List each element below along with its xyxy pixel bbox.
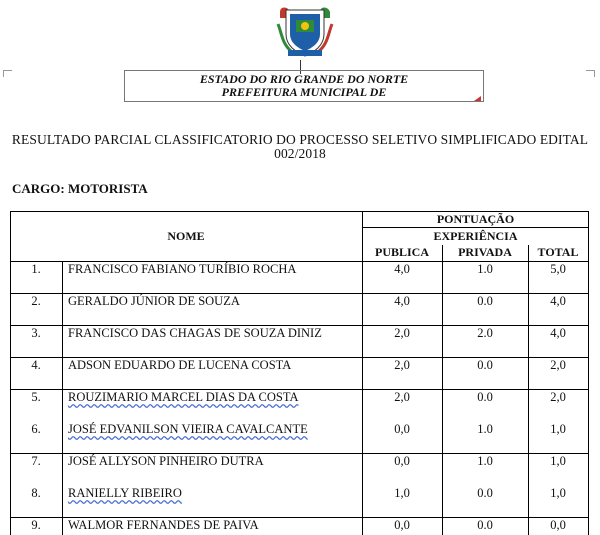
row-name: RANIELLY RIBEIRO	[68, 486, 182, 500]
row-total: 5,0	[550, 262, 566, 276]
row-number: 1.	[31, 262, 41, 276]
header-privada: PRIVADA	[458, 245, 512, 259]
row-publica: 2,0	[394, 358, 410, 372]
row-publica: 0,0	[394, 422, 410, 436]
row-number: 4.	[31, 358, 41, 372]
row-total: 1,0	[550, 486, 566, 500]
row-name: JOSÉ ALLYSON PINHEIRO DUTRA	[68, 454, 264, 468]
row-publica: 0,0	[394, 518, 410, 532]
row-privada: 0.0	[477, 518, 493, 532]
row-privada: 1.0	[477, 454, 493, 468]
row-number: 2.	[31, 294, 41, 308]
row-name: FRANCISCO FABIANO TURÍBIO ROCHA	[68, 262, 297, 276]
header-box	[124, 70, 484, 102]
row-number: 9.	[31, 518, 41, 532]
row-name: GERALDO JÚNIOR DE SOUZA	[68, 294, 240, 308]
red-corner-marker	[474, 96, 481, 101]
row-publica: 2,0	[394, 326, 410, 340]
row-name: ROUZIMARIO MARCEL DIAS DA COSTA	[68, 390, 299, 404]
table-border-right	[588, 211, 589, 535]
row-privada: 2.0	[477, 326, 493, 340]
row-publica: 0,0	[394, 454, 410, 468]
row-privada: 1.0	[477, 262, 493, 276]
row-total: 0,0	[550, 518, 566, 532]
results-table	[10, 211, 590, 535]
row-total: 1,0	[550, 422, 566, 436]
row-privada: 0.0	[477, 294, 493, 308]
header-experiencia: EXPERIÊNCIA	[433, 229, 518, 243]
row-name: JOSÉ EDVANILSON VIEIRA CAVALCANTE	[68, 422, 308, 436]
row-total: 4,0	[550, 294, 566, 308]
row-number: 3.	[31, 326, 41, 340]
row-number: 8.	[31, 486, 41, 500]
header-prefeitura: PREFEITURA MUNICIPAL DE	[221, 85, 387, 99]
header-state: ESTADO DO RIO GRANDE DO NORTE	[199, 72, 409, 86]
row-name: FRANCISCO DAS CHAGAS DE SOUZA DINIZ	[68, 326, 322, 340]
row-name: ADSON EDUARDO DE LUCENA COSTA	[68, 358, 292, 372]
row-privada: 0.0	[477, 486, 493, 500]
row-publica: 4,0	[394, 294, 410, 308]
row-total: 2,0	[550, 390, 566, 404]
row-number: 7.	[31, 454, 41, 468]
row-privada: 0.0	[477, 358, 493, 372]
header-nome: NOME	[167, 229, 205, 243]
municipal-crest-logo	[274, 4, 336, 60]
row-privada: 0.0	[477, 390, 493, 404]
row-publica: 2,0	[394, 390, 410, 404]
row-total: 1,0	[550, 454, 566, 468]
row-total: 2,0	[550, 358, 566, 372]
header-publica: PUBLICA	[374, 245, 429, 259]
header-line-pontuacao	[362, 227, 589, 228]
row-number: 5.	[31, 390, 41, 404]
page-margin-corner-right	[586, 70, 595, 77]
header-pontuacao: PONTUAÇÃO	[436, 212, 515, 226]
header-total: TOTAL	[537, 245, 579, 259]
result-title: RESULTADO PARCIAL CLASSIFICATORIO DO PROCESSO SELETIVO SIMPLIFICADO EDITAL 002/2018	[11, 132, 589, 161]
row-number: 6.	[31, 422, 41, 436]
row-privada: 1.0	[477, 422, 493, 436]
row-name: WALMOR FERNANDES DE PAIVA	[68, 518, 259, 532]
row-total: 4,0	[550, 326, 566, 340]
col-divider-num	[62, 261, 63, 535]
cargo-label: CARGO: MOTORISTA	[12, 181, 148, 196]
page-margin-corner-left	[3, 70, 12, 77]
row-publica: 1,0	[394, 486, 410, 500]
row-publica: 4,0	[394, 262, 410, 276]
